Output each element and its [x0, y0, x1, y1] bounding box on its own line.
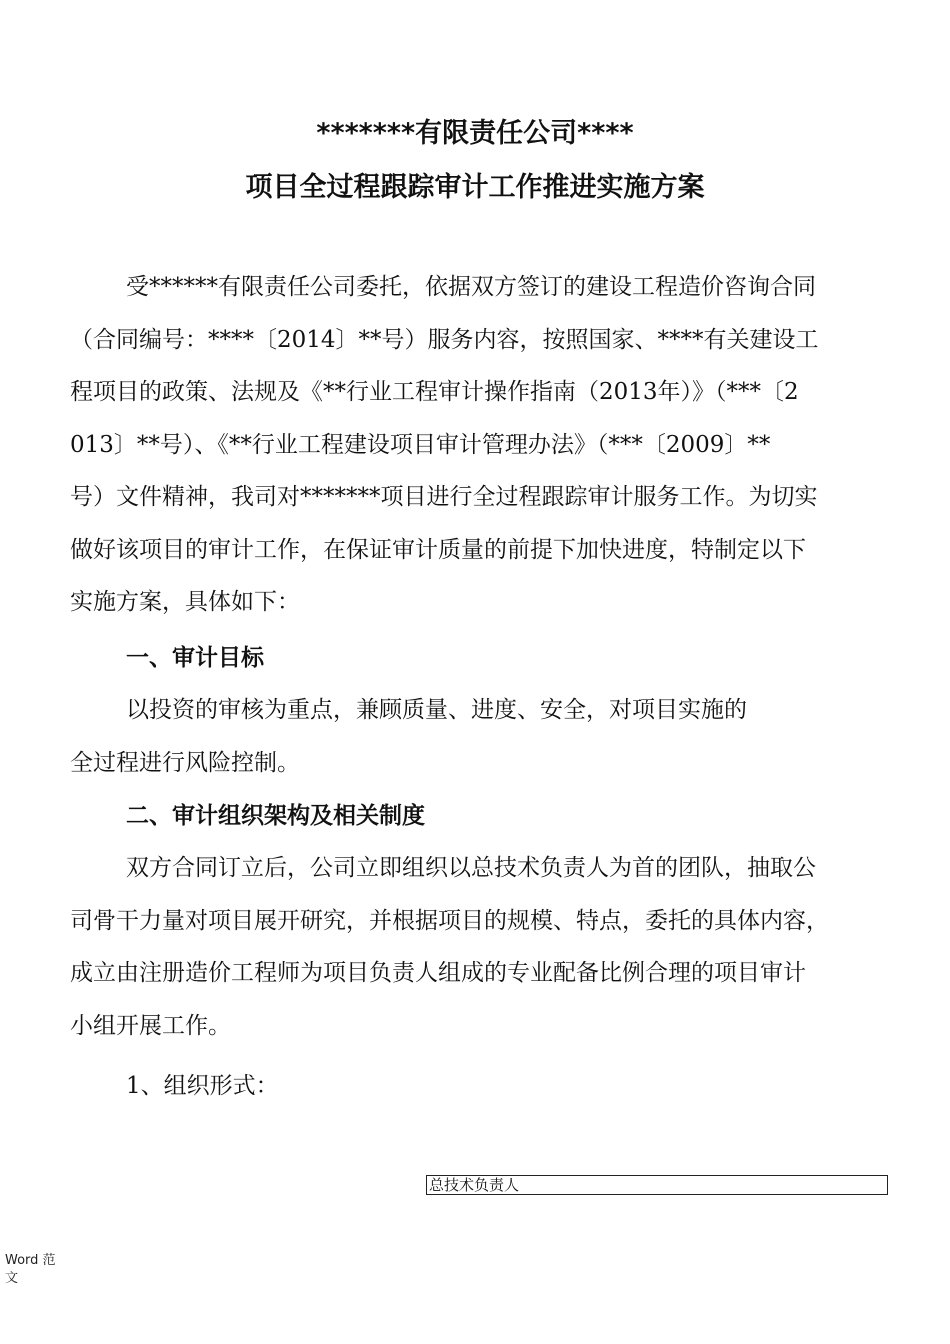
organization-line: 小组开展工作。	[70, 1012, 231, 1039]
organization-line: 司骨干力量对项目展开研究，并根据项目的规模、特点，委托的具体内容，	[70, 907, 829, 934]
document-title-line2: 项目全过程跟踪审计工作推进实施方案	[245, 172, 705, 203]
intro-line: 号）文件精神，我司对*******项目进行全过程跟踪审计服务工作。为切实	[70, 484, 818, 510]
org-chart-top-box: 总技术负责人	[426, 1175, 888, 1195]
footer-label: Word 范文	[5, 1253, 56, 1286]
organization-paragraph	[70, 842, 880, 1052]
document-title-line1: *******有限责任公司****	[316, 118, 634, 149]
intro-line: （合同编号：****〔2014〕**号）服务内容，按照国家、****有关建设工	[70, 326, 819, 353]
organization-line: 成立由注册造价工程师为项目负责人组成的专业配备比例合理的项目审计	[70, 960, 806, 986]
intro-line: 013〕**号）、《**行业工程建设项目审计管理办法》（***〔2009〕**	[70, 431, 771, 458]
organization-line: 双方合同订立后，公司立即组织以总技术负责人为首的团队，抽取公	[126, 855, 816, 881]
section-heading-organization: 二、审计组织架构及相关制度	[126, 803, 425, 829]
intro-line: 做好该项目的审计工作，在保证审计质量的前提下加快进度，特制定以下	[70, 536, 806, 563]
subsection-heading-org-form: 1、组织形式：	[126, 1073, 279, 1099]
audit-goal-line: 全过程进行风险控制。	[70, 749, 300, 776]
audit-goal-paragraph	[70, 684, 880, 789]
intro-paragraph	[70, 261, 880, 629]
intro-line: 程项目的政策、法规及《**行业工程审计操作指南（2013年）》（***〔2	[70, 379, 799, 405]
audit-goal-line: 以投资的审核为重点，兼顾质量、进度、安全，对项目实施的	[126, 697, 747, 723]
section-heading-audit-goal: 一、审计目标	[126, 645, 264, 671]
intro-line: 实施方案，具体如下：	[70, 589, 300, 615]
org-form-paragraph	[70, 1060, 880, 1113]
intro-line: 受******有限责任公司委托，依据双方签订的建设工程造价咨询合同	[126, 274, 816, 300]
